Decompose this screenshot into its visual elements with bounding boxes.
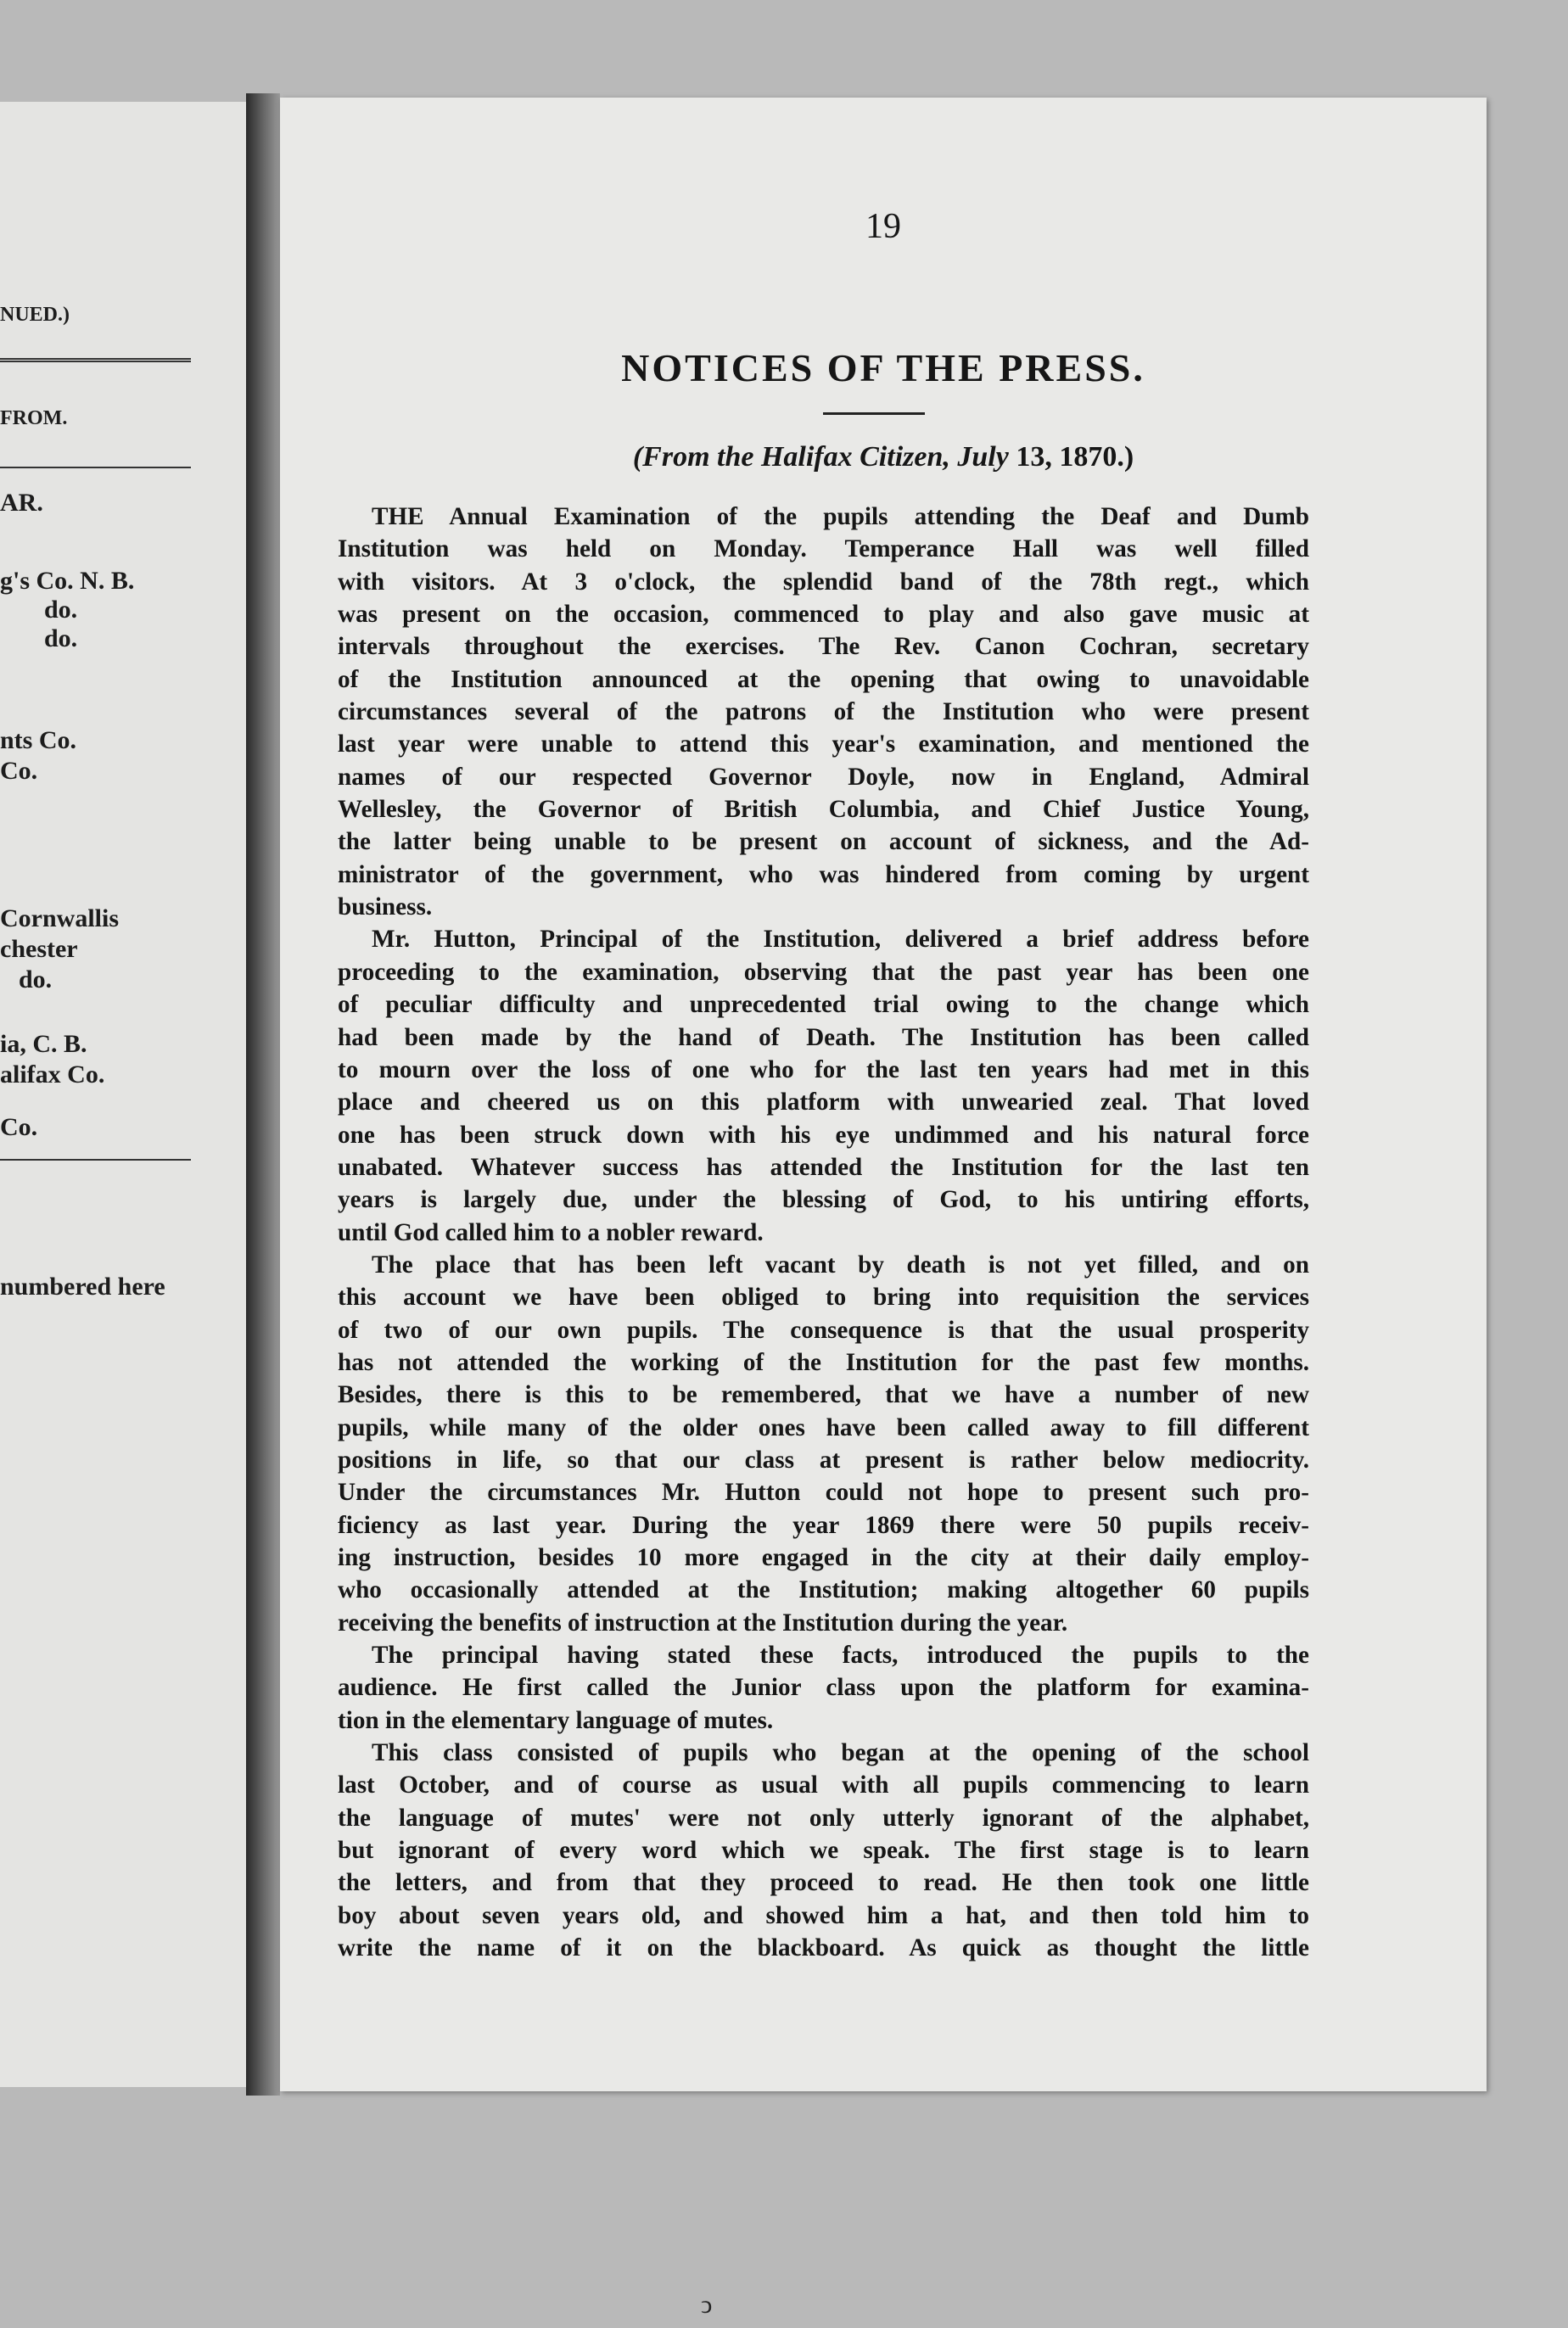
article-line: pupils, while many of the older ones have been called away to fill different bbox=[338, 1413, 1309, 1441]
article-line: ficiency as last year. During the year 1869 there were 50 pupils receiv- bbox=[338, 1511, 1309, 1539]
article-line: of the Institution announced at the opening that owing to unavoidable bbox=[338, 665, 1309, 693]
left-page-text: do. bbox=[44, 624, 78, 652]
article-line: until God called him to a nobler reward. bbox=[338, 1218, 764, 1246]
article-line: place and cheered us on this platform with unwearied zeal. That loved bbox=[338, 1088, 1309, 1116]
left-page-fragment bbox=[0, 102, 246, 2087]
left-page-text: Cornwallis bbox=[0, 904, 120, 932]
article-line: years is largely due, under the blessing of God, to his untiring efforts, bbox=[338, 1186, 1309, 1214]
article-line: names of our respected Governor Doyle, now in England, Admiral bbox=[338, 763, 1309, 791]
left-page-text: nts Co. bbox=[0, 726, 77, 754]
article-line: business. bbox=[338, 893, 433, 921]
title-rule bbox=[823, 412, 925, 415]
article-line: Mr. Hutton, Principal of the Institution, delivered a brief address before bbox=[372, 926, 1309, 954]
article-line: tion in the elementary language of mutes. bbox=[338, 1706, 774, 1734]
left-page-text: numbered here bbox=[0, 1273, 165, 1301]
left-page-text: chester bbox=[0, 935, 78, 963]
source-date: 13, 1870.) bbox=[1008, 441, 1134, 473]
article-line: write the name of it on the blackboard. As quick as thought the little bbox=[338, 1934, 1309, 1962]
article-line: with visitors. At 3 o'clock, the splendid band of the 78th regt., which bbox=[338, 568, 1309, 596]
left-page-text: Co. bbox=[0, 1113, 38, 1141]
article-line: this account we have been obliged to bring into requisition the services bbox=[338, 1284, 1309, 1312]
book-gutter bbox=[246, 93, 280, 2096]
article-line: to mourn over the loss of one who for the last ten years had met in this bbox=[338, 1055, 1309, 1083]
article-line: Wellesley, the Governor of British Columbia, and Chief Justice Young, bbox=[338, 796, 1309, 824]
article-line: audience. He first called the Junior class upon the platform for examina- bbox=[338, 1674, 1309, 1702]
bottom-mark: ↄ bbox=[701, 2291, 713, 2319]
left-page-rule bbox=[0, 358, 191, 362]
article-line: Besides, there is this to be remembered, that we have a number of new bbox=[338, 1381, 1309, 1409]
article-line: last October, and of course as usual with all pupils commencing to learn bbox=[338, 1771, 1309, 1799]
left-page-text: FROM. bbox=[0, 407, 68, 429]
book-page bbox=[280, 98, 1487, 2091]
article-line: of two of our own pupils. The consequence is that the usual prosperity bbox=[338, 1316, 1309, 1344]
article-line: boy about seven years old, and showed him a hat, and then told him to bbox=[338, 1901, 1309, 1929]
article-line: circumstances several of the patrons of the Institution who were present bbox=[338, 698, 1309, 726]
article-line: receiving the benefits of instruction at the Institution during the year. bbox=[338, 1609, 1068, 1637]
article-line: had been made by the hand of Death. The Institution has been called bbox=[338, 1023, 1309, 1051]
source-line bbox=[280, 441, 1487, 473]
article-line: one has been struck down with his eye undimmed and his natural force bbox=[338, 1121, 1309, 1149]
page-title: NOTICES OF THE PRESS. bbox=[621, 346, 1145, 389]
left-page-rule bbox=[0, 1159, 191, 1161]
source-publication: (From the Halifax Citizen, July bbox=[632, 441, 1009, 473]
article-line: the latter being unable to be present on account of sickness, and the Ad- bbox=[338, 828, 1309, 856]
article-line: the language of mutes' were not only utterly ignorant of the alphabet, bbox=[338, 1804, 1309, 1832]
article-line: but ignorant of every word which we speak. The first stage is to learn bbox=[338, 1837, 1309, 1865]
article-line: THE Annual Examination of the pupils attending the Deaf and Dumb bbox=[372, 503, 1309, 530]
left-page-text: do. bbox=[44, 596, 78, 624]
left-page-rule bbox=[0, 467, 191, 468]
left-page-text: do. bbox=[19, 965, 53, 993]
article-line: ing instruction, besides 10 more engaged in the city at their daily employ- bbox=[338, 1544, 1309, 1571]
article-line: has not attended the working of the Institution for the past few months. bbox=[338, 1348, 1309, 1376]
article-line: The principal having stated these facts, introduced the pupils to the bbox=[372, 1642, 1309, 1670]
left-page-text: Co. bbox=[0, 757, 38, 785]
left-page-text: NUED.) bbox=[0, 304, 70, 326]
page-number: 19 bbox=[865, 207, 901, 246]
article-line: The place that has been left vacant by death is not yet filled, and on bbox=[372, 1251, 1309, 1279]
article-body bbox=[338, 501, 1309, 1964]
article-line: the letters, and from that they proceed to read. He then took one little bbox=[338, 1869, 1309, 1897]
article-line: last year were unable to attend this year's examination, and mentioned the bbox=[338, 730, 1309, 758]
left-page-text: ia, C. B. bbox=[0, 1030, 87, 1058]
left-page-text: alifax Co. bbox=[0, 1060, 105, 1088]
article-line: positions in life, so that our class at present is rather below mediocrity. bbox=[338, 1446, 1309, 1474]
article-line: Institution was held on Monday. Temperance Hall was well filled bbox=[338, 535, 1309, 563]
article-line: of peculiar difficulty and unprecedented trial owing to the change which bbox=[338, 991, 1309, 1019]
article-line: proceeding to the examination, observing that the past year has been one bbox=[338, 958, 1309, 986]
article-line: who occasionally attended at the Institution; making altogether 60 pupils bbox=[338, 1576, 1309, 1604]
article-line: intervals throughout the exercises. The Rev. Canon Cochran, secretary bbox=[338, 633, 1309, 661]
article-line: This class consisted of pupils who began at the opening of the school bbox=[372, 1739, 1309, 1767]
left-page-text: AR. bbox=[0, 489, 43, 517]
article-line: unabated. Whatever success has attended the Institution for the last ten bbox=[338, 1153, 1309, 1181]
article-line: Under the circumstances Mr. Hutton could not hope to present such pro- bbox=[338, 1479, 1309, 1507]
article-line: ministrator of the government, who was hindered from coming by urgent bbox=[338, 860, 1309, 888]
left-page-text: g's Co. N. B. bbox=[0, 567, 135, 595]
article-line: was present on the occasion, commenced to play and also gave music at bbox=[338, 601, 1309, 629]
